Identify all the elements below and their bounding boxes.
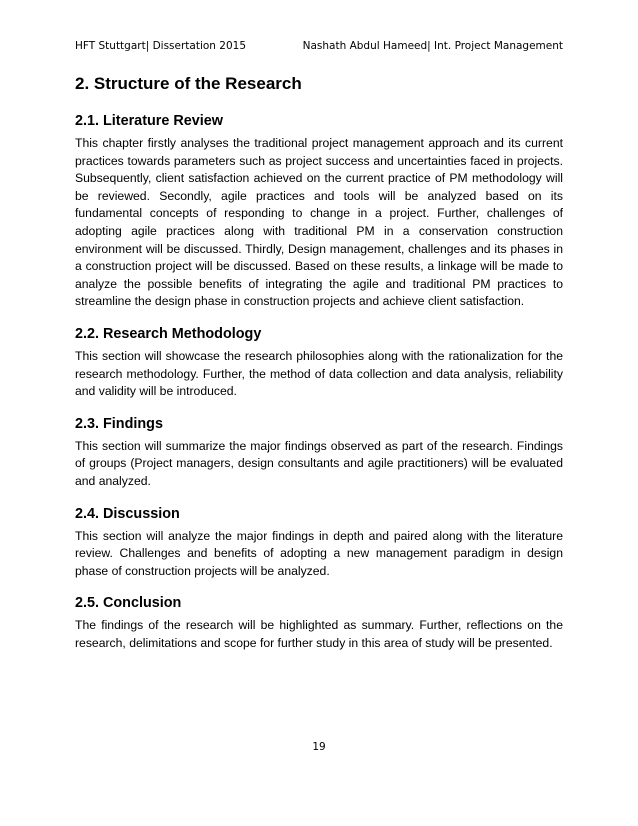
section-heading: 2.1. Literature Review [75, 113, 223, 129]
section-heading: 2.2. Research Methodology [75, 325, 262, 342]
section-literature-review [75, 111, 563, 311]
section-conclusion [75, 593, 563, 652]
page-content [75, 73, 563, 665]
section-body: This section will showcase the research philosophies along with the rationalization for the research methodology. Further, the method of data collection and data analysis, reliability and validity will be introduced. [75, 348, 563, 399]
section-body: This section will analyze the major findings in depth and paired along with the literature review. Challenges and benefits of adopting a new management paradigm in design phase of construction projects will be analyzed. [75, 528, 563, 578]
section-heading: 2.5. Conclusion [75, 595, 182, 612]
section-body: The findings of the research will be highlighted as summary. Further, reflections on the research, delimitations and scope for further study in this area of study will be presented. [75, 618, 563, 650]
page-number: 19 [312, 741, 326, 753]
header-left-text: HFT Stuttgart| Dissertation 2015 [75, 40, 247, 52]
header-right-text: Nashath Abdul Hameed| Int. Project Management [302, 40, 563, 52]
section-research-methodology [75, 324, 563, 401]
section-heading: 2.4. Discussion [75, 505, 180, 522]
page-header [75, 39, 563, 53]
chapter-title: 2. Structure of the Research [75, 74, 302, 93]
section-body: This chapter firstly analyses the traditional project management approach and its current practices towards parameters such as project success and uncertainties faced in projects. Subsequently, client satisfaction achieved on the current practice of PM methodology will be reviewed. Secondly, agile practices and tools will be analyzed based on its fundamental concepts of responding to change in a project. Further, challenges of adopting agile practices along with traditional PM in a conservation construction environment will be discussed. Thirdly, Design management, challenges and its phases in a construction project will be discussed. Based on these results, a linkage will be made to analyze the possible benefits of integrating the agile and traditional PM practices to streamline the design phase in construction projects and achieve client satisfaction. [75, 136, 563, 309]
section-findings [75, 414, 563, 491]
section-heading: 2.3. Findings [75, 415, 163, 432]
section-discussion [75, 504, 563, 581]
section-body: This section will summarize the major findings observed as part of the research. Findings of groups (Project managers, design consultants and agile practitioners) will be evaluated and analyzed. [75, 438, 563, 488]
